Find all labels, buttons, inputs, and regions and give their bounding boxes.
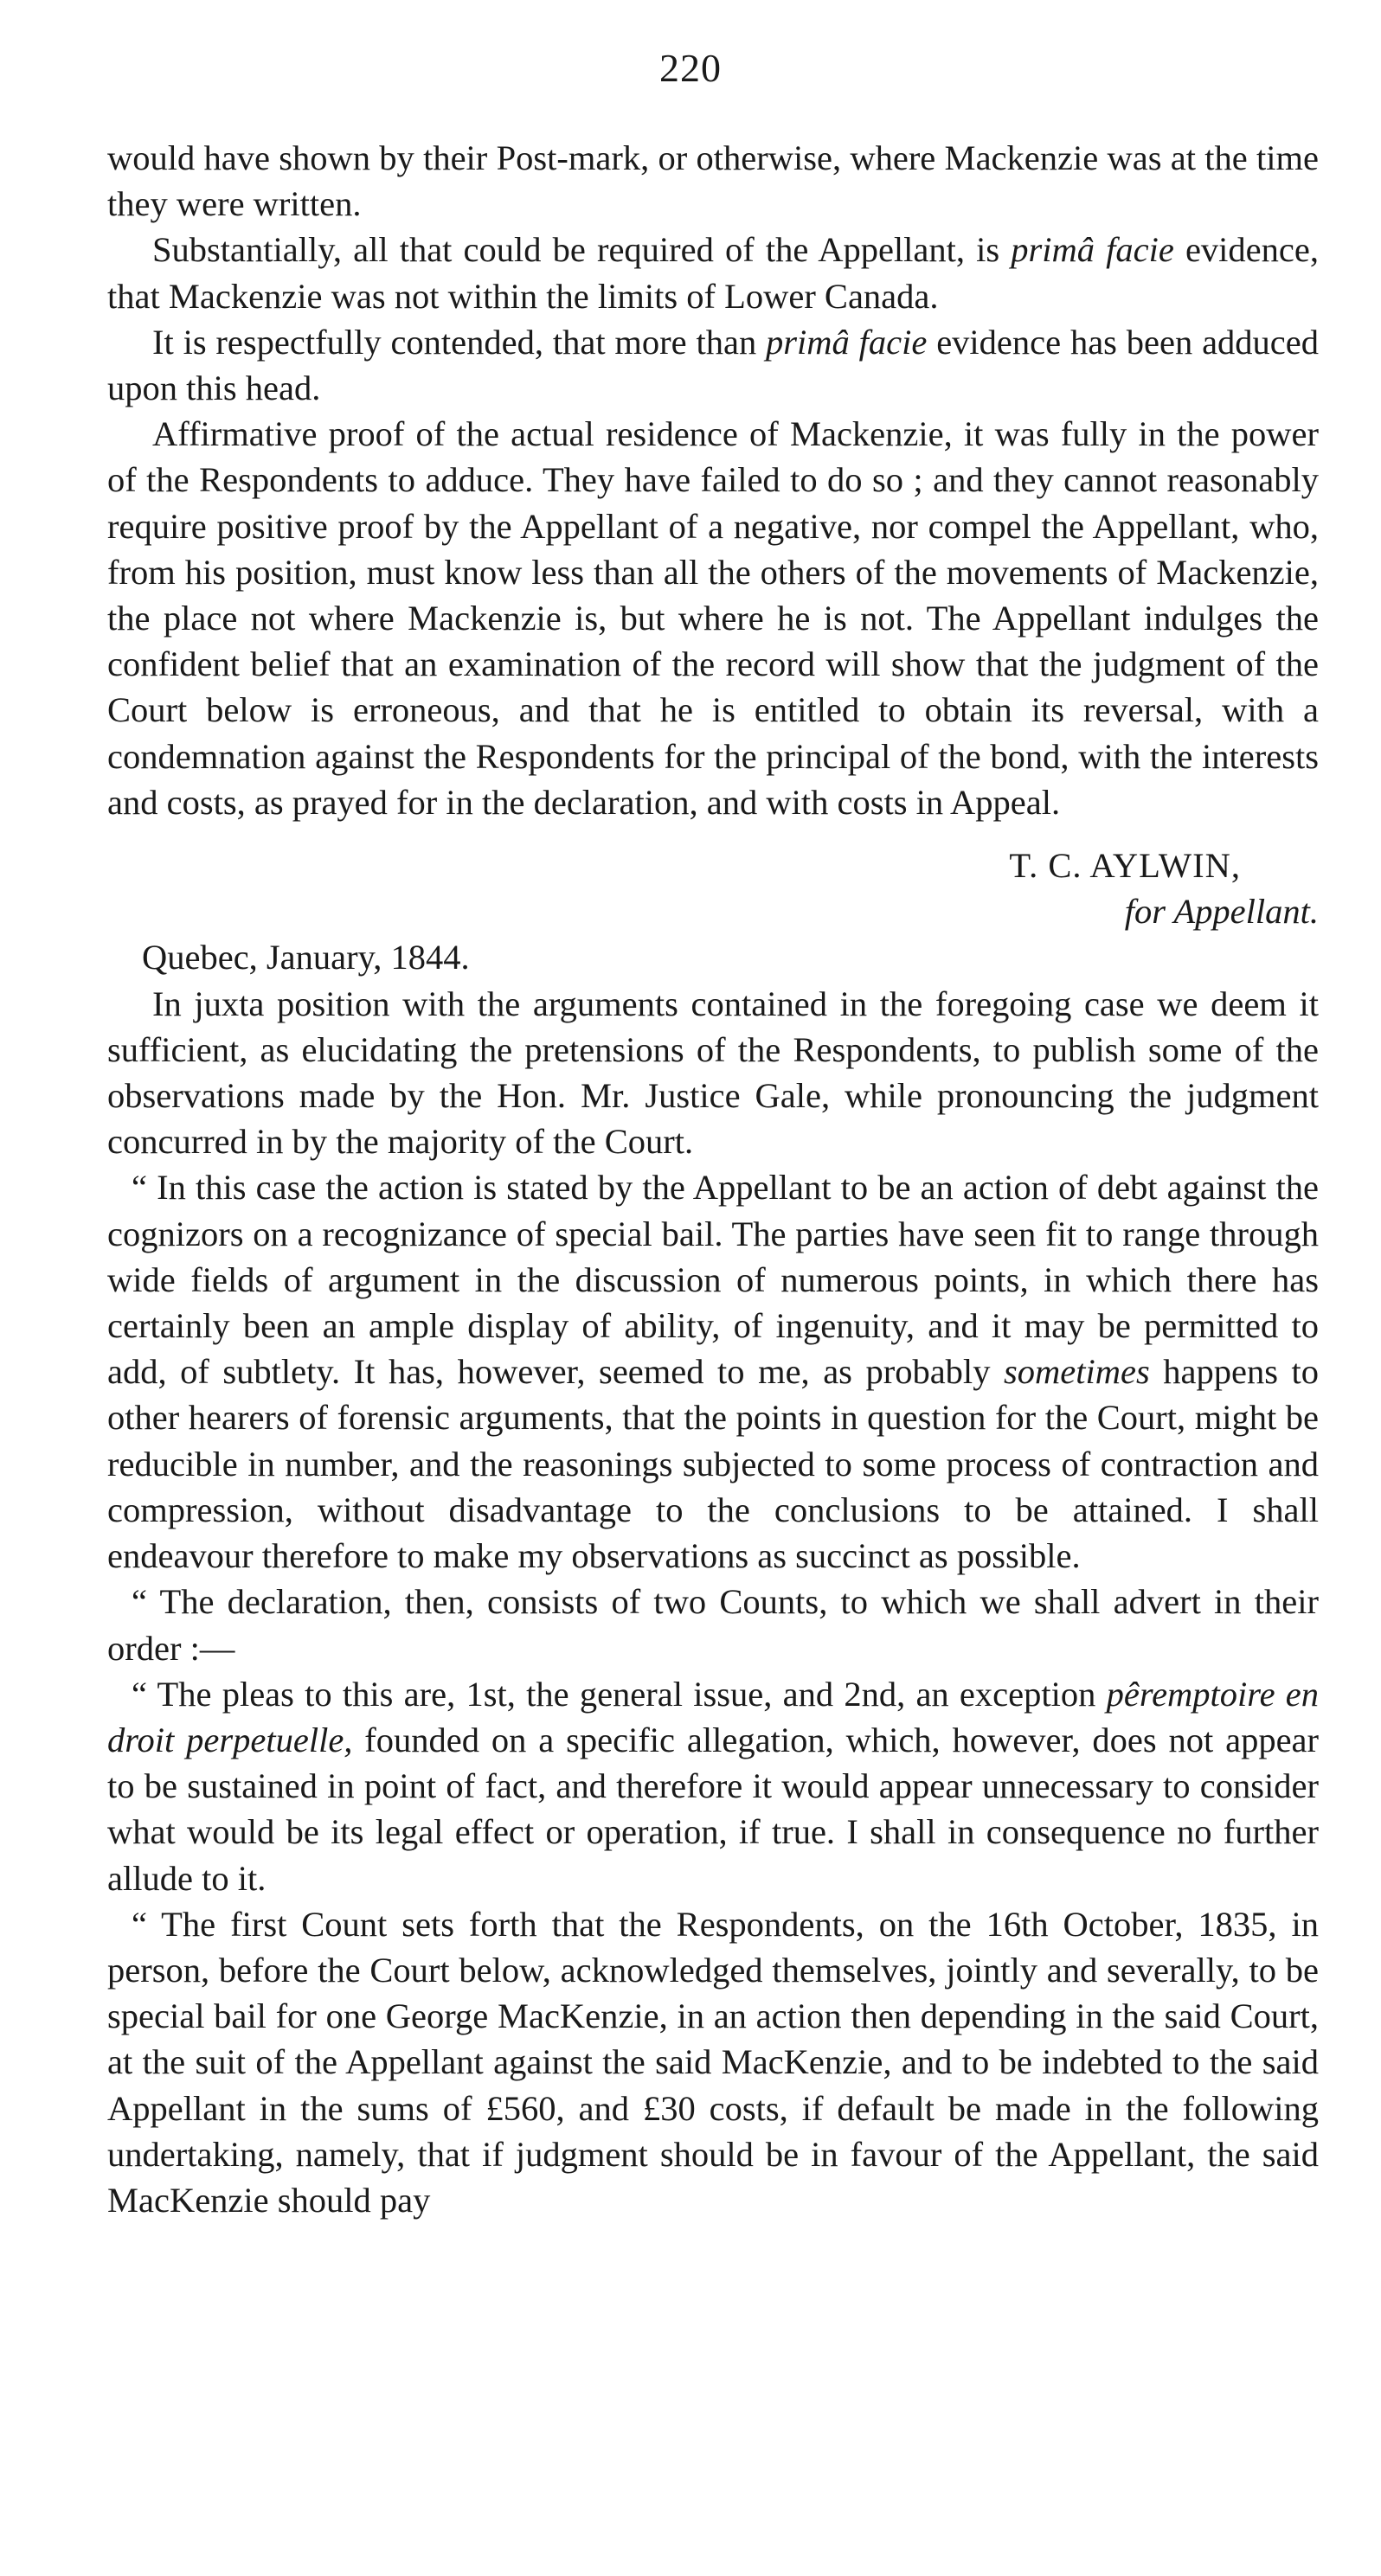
paragraph-prima-facie-requirement [107,227,1319,318]
paragraph-text: It is respectfully contended, that more than [152,322,767,362]
paragraph-quote-declaration: “ The declaration, then, consists of two Counts, to which we shall advert in their order :— [107,1582,1319,1668]
italic-phrase: primâ facie [1011,230,1174,270]
page-number: 220 [659,46,722,90]
place-date: Quebec, January, 1844. [142,938,470,977]
body-text [107,135,1319,2223]
paragraph-juxta-position: In juxta position with the arguments contained in the foregoing case we deem it sufficient, as elucidating the pretensions of the Respondents, to publish some of the observations made by the Hon. Mr. Justice Gale, while pronouncing the judgment concurred in by the majority of the Court. [107,984,1319,1162]
italic-phrase: pêremptoire en droit perpetuelle, [107,1674,1320,1759]
paragraph-text: happens to other hearers of forensic arguments, that the points in question for the Court, might be reducible in number, and the reasonings subjected to some process of contraction and compression, without disadvantage to the conclusions to be attained. I shall endeavour therefore to make my observations as succinct as possible. [107,1352,1319,1576]
paragraph-text: Substantially, all that could be required of the Appellant, is [152,230,1012,270]
paragraph-text: “ The pleas to this are, 1st, the general issue, and 2nd, an exception [132,1674,1107,1714]
paragraph-quote-action [107,1164,1319,1579]
paragraph-quote-first-count: “ The first Count sets forth that the Respondents, on the 16th October, 1835, in person, before the Court below, acknowledged themselves, jointly and severally, to be special bail for one George MacKenzie, in an action then depending in the said Court, at the suit of the Appellant against the said MacKenzie, and to be indebted to the said Appellant in the sums of £560, and £30 costs, if default be made in the following undertaking, namely, that if judgment should be in favour of the Appellant, the said MacKenzie should pay [107,1904,1319,2220]
signature-role: for Appellant. [1124,892,1319,932]
paragraph-affirmative-proof: Affirmative proof of the actual residence of Mackenzie, it was fully in the power of the Respondents to adduce. They have failed to do so ; and they cannot reasonably require positive proof by the Appellant of a negative, nor compel the Appellant, who, from his position, must know less than all the others of the movements of Mackenzie, the place not where Mackenzie is, but where he is not. The Appellant indulges the confident belief that an examination of the record will show that the judgment of the Court below is erroneous, and that he is entitled to obtain its reversal, with a condemnation against the Respondents for the principal of the bond, with the interests and costs, as prayed for in the declaration, and with costs in Appeal. [107,414,1319,822]
paragraph-text: evidence, that Mackenzie was not within the limits of Lower Canada. [107,230,1319,316]
paragraph-text: evidence has been adduced upon this head. [107,322,1319,408]
paragraph-contention [107,319,1319,411]
italic-word: sometimes [1003,1352,1150,1392]
paragraph-quote-pleas [107,1671,1319,1901]
paragraph-text: “ In this case the action is stated by the Appellant to be an action of debt against the cognizors on a recognizance of special bail. The parties have seen fit to range through wide fields of argument in the discussion of numerous points, in which there has certainly been an ample display of ability, of ingenuity, and it may be permitted to add, of subtlety. It has, however, seemed to me, as probably [107,1168,1319,1392]
paragraph-text: founded on a specific allegation, which, however, does not appear to be sustained in point of fact, and therefore it would appear unnecessary to consider what would be its legal effect or operation, if true. I shall in consequence no further allude to it. [107,1720,1320,1898]
paragraph-continuation: would have shown by their Post-mark, or otherwise, where Mackenzie was at the time they were written. [107,138,1319,224]
signature-name: T. C. AYLWIN, [1009,846,1241,886]
italic-phrase: primâ facie [766,322,928,362]
